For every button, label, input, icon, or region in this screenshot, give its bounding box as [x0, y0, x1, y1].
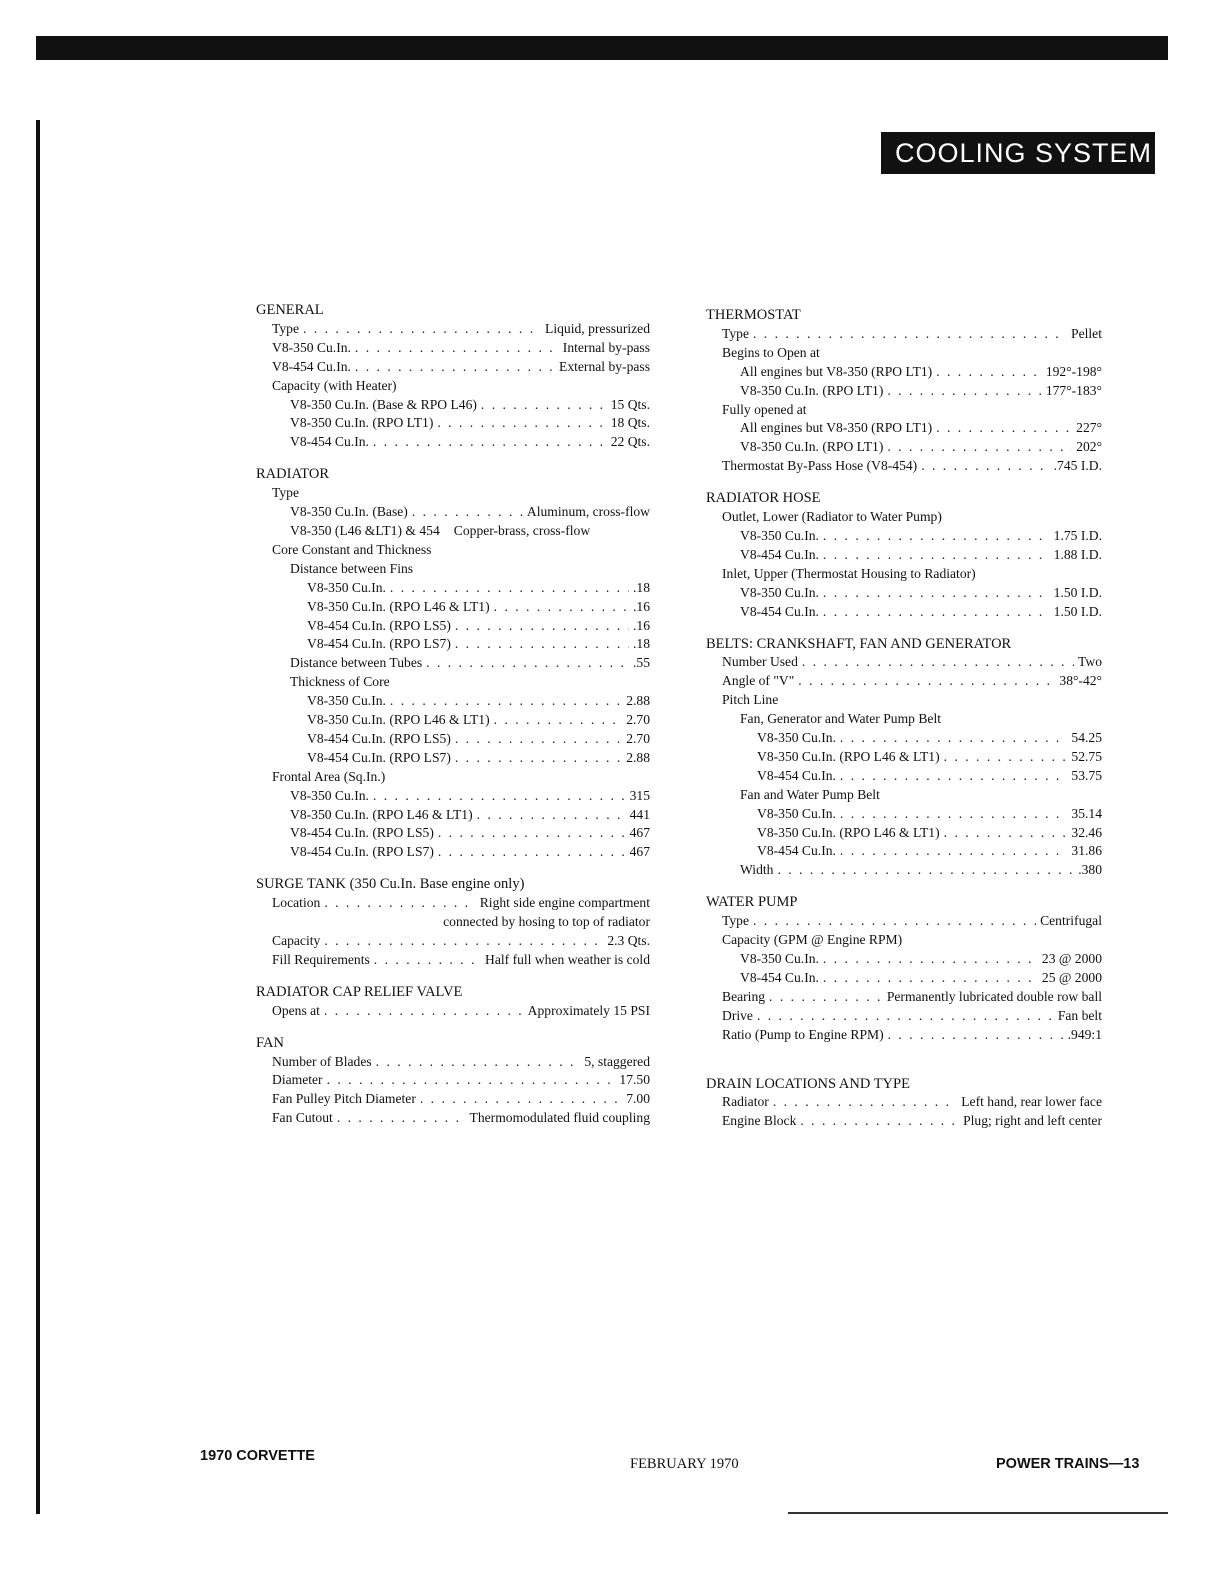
dot-leader [840, 842, 1067, 861]
spec-subheading: Fan, Generator and Water Pump Belt [740, 711, 941, 727]
dot-leader [823, 969, 1038, 988]
dot-leader [798, 672, 1055, 691]
spec-value: Aluminum, cross-flow [526, 504, 650, 520]
spec-section-drain-locations-and-type [706, 1075, 1102, 1132]
spec-row [256, 711, 650, 730]
spec-row [706, 603, 1102, 622]
section-heading: DRAIN LOCATIONS AND TYPE [706, 1075, 910, 1092]
spec-row [256, 433, 650, 452]
dot-leader [420, 1090, 622, 1109]
spec-label: Type [722, 913, 749, 929]
spec-label: V8-350 Cu.In. (RPO L46 & LT1) [307, 712, 490, 728]
spec-label: Width [740, 862, 774, 878]
spec-value: 5, staggered [584, 1053, 650, 1069]
spec-row [706, 729, 1102, 748]
dot-leader [753, 912, 1036, 931]
spec-value: .949:1 [1067, 1026, 1102, 1042]
spec-row [256, 396, 650, 415]
dot-leader [477, 806, 626, 825]
spec-row [706, 438, 1102, 457]
spec-label: Opens at [272, 1002, 320, 1018]
section-heading: FAN [256, 1034, 284, 1051]
dot-leader [944, 824, 1068, 843]
spec-label: Bearing [722, 988, 766, 1004]
spec-label: V8-350 Cu.In. (RPO LT1) [740, 382, 884, 398]
spec-row [256, 749, 650, 768]
dot-leader [303, 320, 541, 339]
spec-value: .745 I.D. [1053, 458, 1102, 474]
spec-row [706, 325, 1102, 344]
spec-label: Type [272, 320, 299, 336]
dot-leader [769, 988, 883, 1007]
spec-label: V8-350 Cu.In. [757, 805, 836, 821]
spec-label: V8-350 Cu.In. (RPO L46 & LT1) [757, 824, 940, 840]
spec-subheading: Frontal Area (Sq.In.) [272, 768, 386, 784]
spec-row [256, 598, 650, 617]
dot-leader [888, 1026, 1064, 1045]
spec-row [256, 894, 650, 913]
spec-label: Thermostat By-Pass Hose (V8-454) [722, 458, 918, 474]
spec-value: 2.70 [626, 730, 650, 746]
spec-subheading: Type [272, 485, 299, 501]
spec-label: V8-350 Cu.In. (Base) [290, 504, 408, 520]
dot-leader [840, 729, 1067, 748]
spec-value: .18 [633, 579, 650, 595]
spec-row [706, 382, 1102, 401]
dot-leader [355, 339, 559, 358]
dot-leader [324, 932, 603, 951]
dot-leader [426, 654, 629, 673]
bottom-rule [788, 1512, 1168, 1514]
spec-row [706, 748, 1102, 767]
footer-model: 1970 CORVETTE [200, 1448, 315, 1464]
spec-row [256, 579, 650, 598]
dot-leader [481, 396, 607, 415]
spec-label: V8-350 Cu.In. [290, 787, 369, 803]
section-title: COOLING SYSTEM [881, 132, 1155, 174]
spec-row [706, 653, 1102, 672]
section-heading: BELTS: CRANKSHAFT, FAN AND GENERATOR [706, 635, 1012, 652]
dot-leader [455, 635, 629, 654]
spec-label: Distance between Tubes [290, 655, 423, 671]
left-column [256, 301, 650, 1141]
spec-row [706, 969, 1102, 988]
spec-subheading: Inlet, Upper (Thermostat Housing to Radiator) [722, 565, 976, 581]
spec-value: 441 [629, 806, 650, 822]
spec-label: V8-454 Cu.In. (RPO LS7) [290, 844, 434, 860]
spec-label: V8-350 Cu.In. [307, 579, 386, 595]
spec-label: V8-350 Cu.In. (RPO L46 & LT1) [290, 806, 473, 822]
spec-value: 467 [629, 844, 650, 860]
spec-row [706, 1093, 1102, 1112]
spec-label: V8-350 (L46 &LT1) & 454 [290, 522, 440, 538]
spec-row [256, 1053, 650, 1072]
spec-value-continuation: connected by hosing to top of radiator [443, 914, 650, 930]
spec-label: Engine Block [722, 1113, 797, 1129]
spec-row [256, 806, 650, 825]
spec-value: Fan belt [1057, 1007, 1102, 1023]
spec-row [256, 503, 650, 522]
spec-value: 32.46 [1071, 824, 1102, 840]
dot-leader [823, 527, 1050, 546]
spec-row [256, 1109, 650, 1128]
spec-row [256, 339, 650, 358]
spec-label: Fan Cutout [272, 1110, 333, 1126]
spec-value: 15 Qts. [610, 396, 650, 412]
spec-row [706, 912, 1102, 931]
spec-row [256, 843, 650, 862]
spec-label: V8-454 Cu.In. [740, 546, 819, 562]
spec-label: V8-454 Cu.In. (RPO LS7) [307, 749, 451, 765]
spec-row [256, 1071, 650, 1090]
spec-section-radiator [256, 465, 650, 862]
spec-label: All engines but V8-350 (RPO LT1) [740, 363, 933, 379]
dot-leader [753, 325, 1067, 344]
spec-value: 38°-42° [1059, 673, 1102, 689]
spec-label: V8-350 Cu.In. [740, 584, 819, 600]
dot-leader [390, 692, 622, 711]
dot-leader [936, 419, 1072, 438]
right-column [706, 306, 1102, 1144]
spec-value: External by-pass [559, 358, 650, 374]
dot-leader [455, 749, 622, 768]
spec-value: 23 @ 2000 [1041, 951, 1102, 966]
dot-leader [800, 1112, 959, 1131]
spec-label: Number Used [722, 654, 798, 670]
dot-leader [412, 503, 523, 522]
spec-value: 2.3 Qts. [607, 933, 650, 948]
spec-value: 177°-183° [1045, 382, 1102, 398]
dot-leader [494, 598, 629, 617]
spec-label: V8-350 Cu.In. (Base & RPO L46) [290, 396, 477, 412]
dot-leader [438, 843, 626, 862]
section-heading: THERMOSTAT [706, 307, 801, 323]
spec-row [256, 617, 650, 636]
spec-value: .18 [633, 636, 650, 652]
spec-row [256, 654, 650, 673]
spec-value: 1.75 I.D. [1053, 527, 1102, 543]
spec-row [256, 692, 650, 711]
spec-value: .380 [1078, 862, 1102, 878]
dot-leader [337, 1109, 466, 1128]
spec-section-fan [256, 1034, 650, 1129]
spec-row [706, 457, 1102, 476]
dot-leader [773, 1093, 957, 1112]
spec-row [706, 1112, 1102, 1131]
dot-leader [887, 438, 1072, 457]
dot-leader [373, 787, 626, 806]
spec-subheading: Pitch Line [722, 692, 779, 708]
spec-label: V8-454 Cu.In. (RPO LS5) [307, 617, 451, 633]
spec-row [256, 320, 650, 339]
spec-subheading: Outlet, Lower (Radiator to Water Pump) [722, 509, 942, 525]
footer-date: FEBRUARY 1970 [630, 1456, 739, 1472]
dot-leader [823, 546, 1050, 565]
spec-row [706, 584, 1102, 603]
spec-value: 2.88 [626, 693, 650, 709]
spec-label: V8-454 Cu.In. [272, 358, 351, 374]
spec-row [256, 358, 650, 377]
spec-value: Plug; right and left center [963, 1113, 1102, 1129]
spec-label: V8-454 Cu.In. [757, 767, 836, 783]
spec-subheading: Fan and Water Pump Belt [740, 786, 880, 802]
spec-row [256, 1002, 650, 1021]
spec-label: V8-350 Cu.In. [740, 951, 819, 966]
spec-value: 54.25 [1071, 730, 1102, 746]
spec-value: Right side engine compartment [479, 895, 650, 911]
dot-leader [327, 1071, 616, 1090]
dot-leader [823, 950, 1038, 969]
spec-label: All engines but V8-350 (RPO LT1) [740, 420, 933, 436]
spec-value: Left hand, rear lower face [961, 1094, 1102, 1110]
dot-leader [373, 433, 607, 452]
spec-value: .55 [633, 655, 650, 671]
dot-leader [823, 603, 1050, 622]
spec-label: Ratio (Pump to Engine RPM) [722, 1026, 884, 1042]
spec-label: Radiator [722, 1094, 769, 1110]
dot-leader [374, 951, 481, 970]
section-heading: WATER PUMP [706, 894, 798, 911]
spec-row [706, 767, 1102, 786]
spec-label: V8-350 Cu.In. [757, 730, 836, 746]
spec-label: Drive [722, 1007, 753, 1023]
spec-label: V8-350 Cu.In. (RPO L46 & LT1) [307, 598, 490, 614]
spec-value: 315 [629, 787, 650, 803]
spec-row [706, 546, 1102, 565]
dot-leader [455, 617, 629, 636]
spec-row [256, 635, 650, 654]
spec-value: Permanently lubricated double row ball [886, 988, 1102, 1004]
spec-label: V8-454 Cu.In. (RPO LS5) [307, 730, 451, 746]
spec-value: 22 Qts. [610, 434, 650, 450]
spec-value: 1.88 I.D. [1053, 546, 1102, 562]
spec-value: .16 [633, 617, 650, 633]
spec-row [706, 824, 1102, 843]
spec-value: Liquid, pressurized [545, 320, 650, 336]
spec-label: Location [272, 895, 321, 911]
spec-row [256, 951, 650, 970]
spec-label: V8-350 Cu.In. (RPO L46 & LT1) [757, 748, 940, 764]
spec-label: V8-454 Cu.In. (RPO LS5) [290, 825, 434, 841]
dot-leader [324, 894, 475, 913]
dot-leader [840, 767, 1067, 786]
spec-value: Approximately 15 PSI [527, 1002, 650, 1018]
spec-section-water-pump [706, 893, 1102, 1044]
dot-leader [944, 748, 1068, 767]
dot-leader [438, 824, 626, 843]
spec-row [256, 414, 650, 433]
dot-leader [757, 1007, 1054, 1026]
spec-row [256, 932, 650, 951]
spec-label: Diameter [272, 1072, 323, 1088]
spec-row [256, 824, 650, 843]
dot-leader [840, 805, 1067, 824]
spec-value: 17.50 [619, 1072, 650, 1088]
section-heading: GENERAL [256, 302, 324, 318]
spec-value: Pellet [1071, 325, 1102, 341]
spec-value: 18 Qts. [610, 415, 650, 431]
spec-label: V8-350 Cu.In. [740, 527, 819, 543]
dot-leader [390, 579, 629, 598]
spec-label: V8-454 Cu.In. [740, 603, 819, 619]
spec-subheading: Fully opened at [722, 401, 807, 417]
spec-value: 2.88 [626, 749, 650, 765]
dot-leader [455, 730, 622, 749]
spec-label: Fan Pulley Pitch Diameter [272, 1091, 416, 1107]
dot-leader [355, 358, 555, 377]
spec-label: Number of Blades [272, 1053, 372, 1069]
dot-leader [936, 363, 1042, 382]
left-margin-rule [36, 120, 40, 1514]
spec-value: 31.86 [1071, 843, 1102, 859]
section-heading: RADIATOR [256, 466, 330, 483]
section-heading: SURGE TANK (350 Cu.In. Base engine only) [256, 876, 525, 893]
spec-row [706, 950, 1102, 969]
footer-page-number: POWER TRAINS—13 [996, 1456, 1140, 1472]
spec-row [706, 672, 1102, 691]
spec-label: V8-350 Cu.In. (RPO LT1) [290, 415, 434, 431]
spec-section-thermostat [706, 306, 1102, 476]
dot-leader [437, 414, 606, 433]
spec-value: Thermomodulated fluid coupling [469, 1110, 650, 1126]
spec-value: Copper-brass, cross-flow [453, 522, 591, 538]
spec-value: 53.75 [1071, 767, 1102, 783]
spec-label: Capacity [272, 933, 321, 948]
spec-row [256, 787, 650, 806]
spec-row [256, 1090, 650, 1109]
spec-value: 52.75 [1071, 748, 1102, 764]
spec-section-radiator-cap-relief-valve [256, 983, 650, 1021]
spec-label: V8-454 Cu.In. [290, 434, 369, 450]
dot-leader [887, 382, 1041, 401]
spec-subheading: Distance between Fins [290, 560, 414, 576]
spec-label: Type [722, 325, 749, 341]
spec-label: V8-350 Cu.In. (RPO LT1) [740, 439, 884, 455]
section-heading: RADIATOR CAP RELIEF VALVE [256, 983, 463, 1000]
spec-value: .16 [633, 598, 650, 614]
spec-value: 227° [1076, 420, 1102, 436]
spec-section-general [256, 301, 650, 452]
spec-label: V8-350 Cu.In. [272, 339, 351, 355]
spec-label: Fill Requirements [272, 951, 370, 967]
spec-subheading: Core Constant and Thickness [272, 541, 432, 557]
spec-section-surge-tank-350-cu-in-base-engine-only [256, 875, 650, 970]
section-heading: RADIATOR HOSE [706, 490, 821, 507]
spec-row [706, 861, 1102, 880]
spec-subheading: Begins to Open at [722, 344, 820, 360]
spec-row [256, 522, 650, 541]
spec-row [706, 527, 1102, 546]
spec-value: Centrifugal [1040, 913, 1102, 929]
spec-label: V8-454 Cu.In. [757, 843, 836, 859]
spec-value: Two [1078, 654, 1102, 670]
dot-leader [777, 861, 1074, 880]
spec-label: V8-454 Cu.In. (RPO LS7) [307, 636, 451, 652]
dot-leader [324, 1002, 524, 1021]
spec-row [706, 988, 1102, 1007]
spec-label: V8-454 Cu.In. [740, 969, 819, 985]
spec-value: 1.50 I.D. [1053, 603, 1102, 619]
spec-row [706, 363, 1102, 382]
spec-row [706, 805, 1102, 824]
spec-label: Angle of "V" [722, 673, 795, 689]
spec-row [706, 1007, 1102, 1026]
dot-leader [823, 584, 1050, 603]
dot-leader [494, 711, 623, 730]
spec-row [706, 1026, 1102, 1045]
spec-subheading: Capacity (GPM @ Engine RPM) [722, 932, 903, 948]
spec-row [706, 842, 1102, 861]
dot-leader [376, 1053, 581, 1072]
spec-label: V8-350 Cu.In. [307, 693, 386, 709]
spec-subheading: Thickness of Core [290, 674, 390, 690]
spec-value: 7.00 [626, 1091, 650, 1107]
spec-value: 202° [1076, 439, 1102, 455]
dot-leader [802, 653, 1074, 672]
spec-value: 25 @ 2000 [1041, 969, 1102, 985]
spec-value: 2.70 [626, 712, 650, 728]
spec-section-radiator-hose [706, 489, 1102, 621]
spec-section-belts-crankshaft-fan-and-generator [706, 635, 1102, 881]
spec-value: 1.50 I.D. [1053, 584, 1102, 600]
spec-value: Half full when weather is cold [485, 951, 650, 967]
dot-leader [921, 457, 1049, 476]
top-black-bar [36, 36, 1168, 60]
spec-value: 35.14 [1071, 805, 1102, 821]
spec-value: 467 [629, 825, 650, 841]
spec-subheading: Capacity (with Heater) [272, 377, 397, 393]
spec-value: 192°-198° [1045, 363, 1102, 379]
spec-row [706, 419, 1102, 438]
spec-row [256, 730, 650, 749]
spec-value: Internal by-pass [562, 339, 650, 355]
